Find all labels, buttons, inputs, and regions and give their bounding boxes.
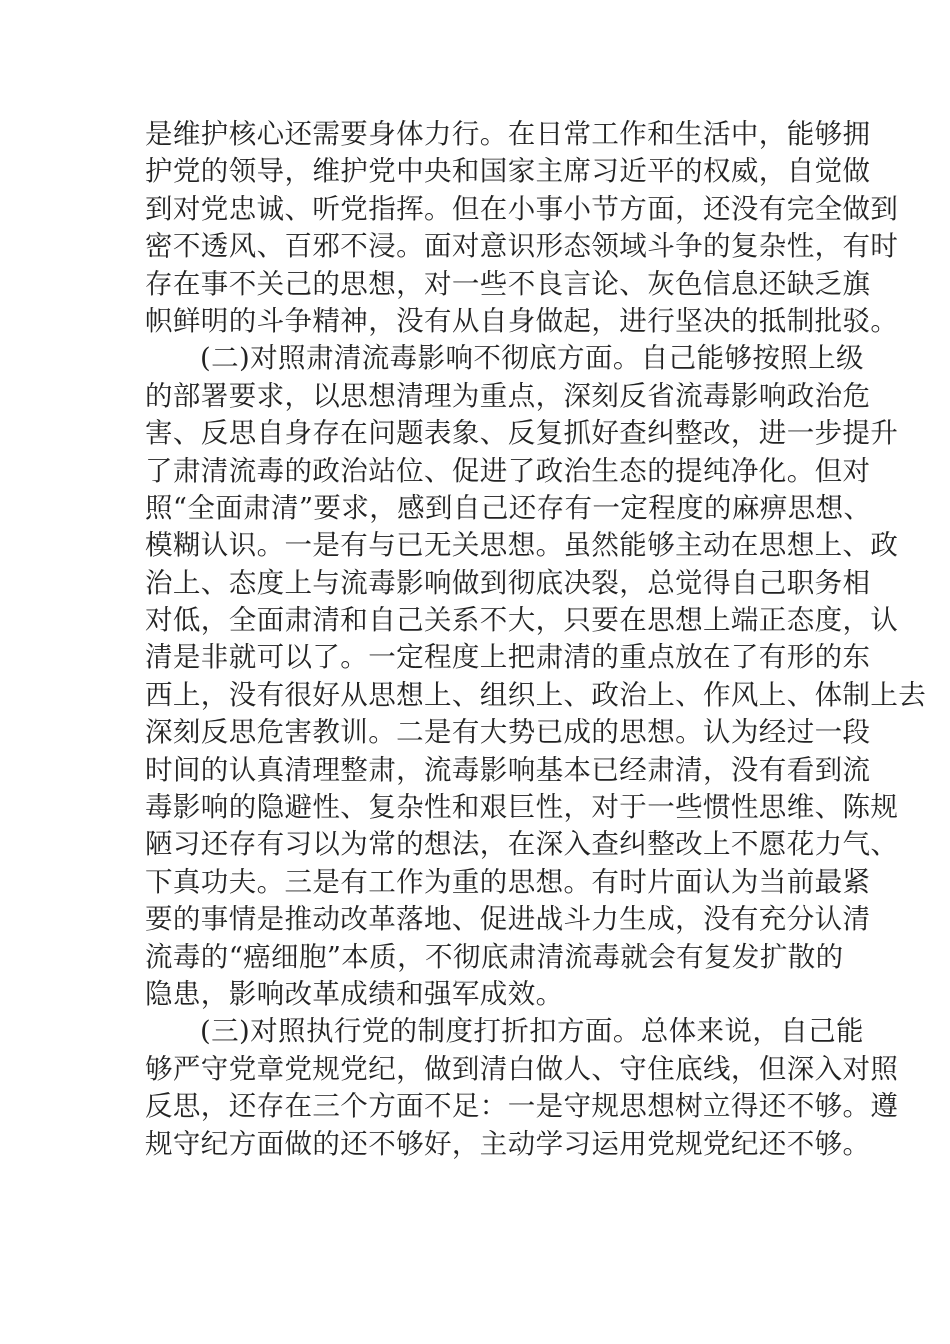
text-line: 存在事不关己的思想，对一些不良言论、灰色信息还缺乏旗 xyxy=(145,267,871,300)
text-line: 流毒的“癌细胞”本质，不彻底肃清流毒就会有复发扩散的 xyxy=(145,940,844,973)
text-line: 时间的认真清理整肃，流毒影响基本已经肃清，没有看到流 xyxy=(145,753,871,786)
text-line: 毒影响的隐避性、复杂性和艰巨性，对于一些惯性思维、陈规 xyxy=(145,791,899,824)
text-line: 照“全面肃清”要求，感到自己还存有一定程度的麻痹思想、 xyxy=(145,491,872,524)
text-line: 够严守党章党规党纪，做到清白做人、守住底线，但深入对照 xyxy=(145,1052,899,1085)
body-text xyxy=(145,116,927,1163)
text-line: 清是非就可以了。一定程度上把肃清的重点放在了有形的东 xyxy=(145,641,871,674)
text-line: 反思，还存在三个方面不足：一是守规思想树立得还不够。遵 xyxy=(145,1090,899,1123)
text-line: 了肃清流毒的政治站位、促进了政治生态的提纯净化。但对 xyxy=(145,454,871,487)
text-line: 到对党忠诚、听党指挥。但在小事小节方面，还没有完全做到 xyxy=(145,192,899,225)
text-line: 模糊认识。一是有与已无关思想。虽然能够主动在思想上、政 xyxy=(145,529,899,562)
text-line: 要的事情是推动改革落地、促进战斗力生成，没有充分认清 xyxy=(145,903,871,936)
text-line: 规守纪方面做的还不够好，主动学习运用党规党纪还不够。 xyxy=(145,1127,871,1160)
text-line: 隐患，影响改革成绩和强军成效。 xyxy=(145,977,564,1010)
text-line: 护党的领导，维护党中央和国家主席习近平的权威，自觉做 xyxy=(145,155,871,188)
text-line: 害、反思自身存在问题表象、反复抓好查纠整改，进一步提升 xyxy=(145,417,899,450)
text-line: 西上，没有很好从思想上、组织上、政治上、作风上、体制上去 xyxy=(145,678,927,711)
text-line: 深刻反思危害教训。二是有大势已成的思想。认为经过一段 xyxy=(145,716,871,749)
text-line: 帜鲜明的斗争精神，没有从自身做起，进行坚决的抵制批驳。 xyxy=(145,304,899,337)
text-line: 对低，全面肃清和自己关系不大，只要在思想上端正态度，认 xyxy=(145,604,899,637)
text-line: 的部署要求，以思想清理为重点，深刻反省流毒影响政治危 xyxy=(145,379,871,412)
text-line: 密不透风、百邪不浸。面对意识形态领域斗争的复杂性，有时 xyxy=(145,230,899,263)
text-line: 下真功夫。三是有工作为重的思想。有时片面认为当前最紧 xyxy=(145,865,871,898)
text-line: 治上、态度上与流毒影响做到彻底决裂，总觉得自己职务相 xyxy=(145,566,871,599)
section-heading-line: (三)对照执行党的制度打折扣方面。总体来说，自己能 xyxy=(200,1015,864,1048)
text-line: 是维护核心还需要身体力行。在日常工作和生活中，能够拥 xyxy=(145,118,871,150)
text-line: 陋习还存有习以为常的想法，在深入查纠整改上不愿花力气、 xyxy=(145,828,899,861)
section-heading-line: (二)对照肃清流毒影响不彻底方面。自己能够按照上级 xyxy=(200,342,864,375)
